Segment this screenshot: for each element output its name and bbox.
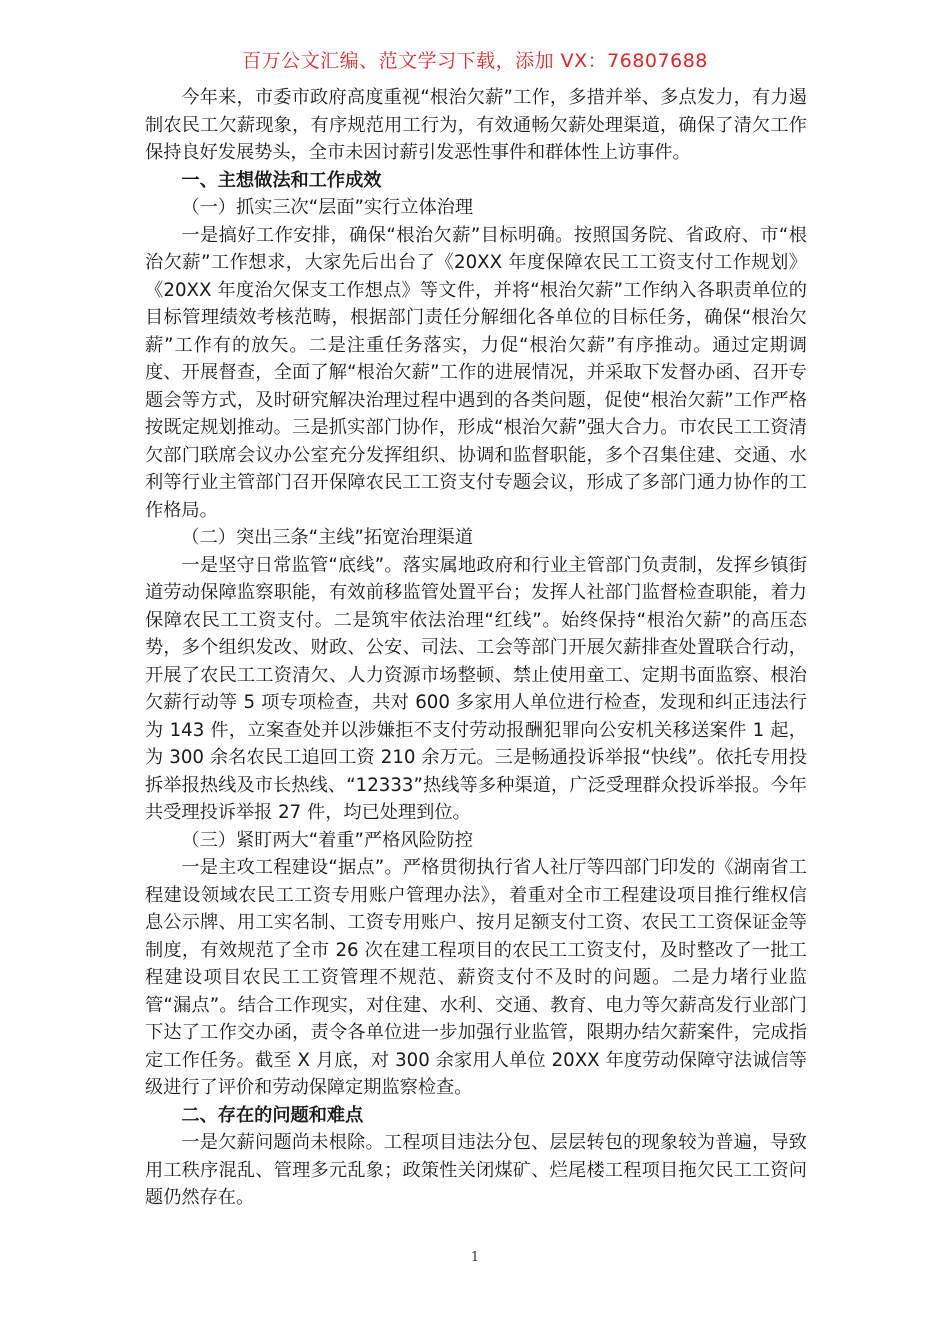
section-heading-1: 一、主想做法和工作成效 — [181, 169, 382, 191]
body-paragraph-2: 一是坚守日常监管“底线”。落实属地政府和行业主管部门负责制，发挥乡镇街道劳动保障监察职能，有效前移监管处置平台；发挥人社部门监督检查职能，着力保障农民工工资支付。二是筑牢依法治理“红线”。始终保持“根治欠薪”的高压态势，多个组织发改、财政、公安、司法、工会等部门开展欠薪排查处置联合行动，开展了农民工工资清欠、人力资源市场整顿、禁止使用童工、定期书面监察、根治欠薪行动等 5 项专项检查，共对 600 多家用人单位进行检查，发现和纠正违法行为 143 件，立案查处并以涉嫌拒不支付劳动报酬犯罪向公安机关移送案件 1 起，为 300 余名农民工追回工资 210 余万元。三是畅通投诉举报“快线”。依托专用投拆举报热线及市长热线、“12333”热线等多种渠道，广泛受理群众投诉举报。今年共受理投诉举报 27 件，均已处理到位。 — [145, 554, 807, 823]
body-paragraph-4: 一是欠薪问题尚未根除。工程项目违法分包、层层转包的现象较为普遍，导致用工秩序混乱、管理多元乱象；政策性关闭煤矿、烂尾楼工程项目拖欠民工工资问题仍然存在。 — [145, 1132, 807, 1208]
subsection-heading-3: （三）紧盯两大“着重”严格风险防控 — [181, 829, 474, 851]
section-heading-2: 二、存在的问题和难点 — [181, 1104, 364, 1126]
intro-paragraph: 今年来，市委市政府高度重视“根治欠薪”工作，多措并举、多点发力，有力遏制农民工欠薪现象，有序规范用工行为，有效通畅欠薪处理渠道，确保了清欠工作保持良好发展势头，全市未因讨薪引发恶性事件和群体性上访事件。 — [145, 87, 807, 163]
document-body — [145, 84, 807, 1212]
subsection-heading-2: （二）突出三条“主线”拓宽治理渠道 — [181, 527, 474, 548]
subsection-heading-1: （一）抓实三次“层面”实行立体治理 — [181, 197, 474, 218]
page-header: 百万公文汇编、范文学习下载，添加 VX：76807688 — [242, 50, 708, 72]
page-number: 1 — [470, 1250, 480, 1265]
body-paragraph-3: 一是主攻工程建设“据点”。严格贯彻执行省人社厅等四部门印发的《湖南省工程建设领域农民工工资专用账户管理办法》，着重对全市工程建设项目推行维权信息公示牌、用工实名制、工资专用账户、按月足额支付工资、农民工工资保证金等制度，有效规范了全市 26 次在建工程项目的农民工工资支付，及时整改了一批工程建设项目农民工工资管理不规范、薪资支付不及时的问题。二是力堵行业监管“漏点”。结合工作现实，对住建、水利、交通、教育、电力等欠薪高发行业部门下达了工作交办函，责令各单位进一步加强行业监管，限期办结欠薪案件，完成指定工作任务。截至 X 月底，对 300 余家用人单位 20XX 年度劳动保障守法诚信等级进行了评价和劳动保障定期监察检查。 — [145, 857, 807, 1098]
body-paragraph-1: 一是搞好工作安排，确保“根治欠薪”目标明确。按照国务院、省政府、市“根治欠薪”工作想求，大家先后出台了《20XX 年度保障农民工工资支付工作规划》《20XX 年度治欠保支工作想点》等文件，并将“根治欠薪”工作纳入各职责单位的目标管理绩效考核范畴，根据部门责任分解细化各单位的目标任务，确保“根治欠薪”工作有的放矢。二是注重任务落实，力促“根治欠薪”有序推动。通过定期调度、开展督查，全面了解“根治欠薪”工作的进展情况，并采取下发督办函、召开专题会等方式，及时研究解决治理过程中遇到的各类问题，促使“根治欠薪”工作严格按既定规划推动。三是抓实部门协作，形成“根治欠薪”强大合力。市农民工工资清欠部门联席会议办公室充分发挥组织、协调和监督职能，多个召集住建、交通、水利等行业主管部门召开保障农民工工资支付专题会议，形成了多部门通力协作的工作格局。 — [145, 224, 807, 521]
